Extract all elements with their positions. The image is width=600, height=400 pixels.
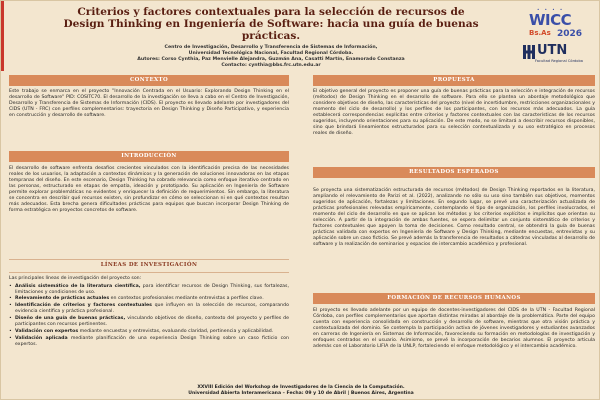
list-item — [9, 296, 289, 302]
section-heading-lineas: LÍNEAS DE INVESTIGACIÓN — [100, 262, 198, 268]
list-item-text: en contextos profesionales mediante entrevistas a perfiles clave. — [109, 296, 264, 302]
list-item-bold: Relevamiento de prácticas actuales — [15, 296, 110, 302]
list-item-bold: Validación con expertos — [15, 328, 79, 334]
introduccion-text: El desarrollo de software enfrenta desafíos crecientes vinculados con la identificación precisa de las necesidades reales de los usuarios, la adaptación a contextos dinámicos y la generación de soluciones innovadoras en las etapas tempranas del diseño. En este escenario, Design Thinking ha cobrado relevancia como enfoque iterativo centrado en las personas, estructurado en etapas de empatía, ideación y prototipado. Su aplicación en Ingeniería de Software permite explorar problemáticas no evidentes y enriquecer la definición de requerimientos. Sin embargo, la literatura se concentra en describir qué recursos existen, sin profundizar en cómo se seleccionan ni en qué contextos resultan más adecuados. Esta brecha genera dificultades prácticas para equipos que buscan incorporar Design Thinking de forma estratégica en proyectos concretos de software. — [9, 166, 289, 214]
list-item-bold: Análisis sistemático de la literatura científica, — [15, 283, 141, 289]
divider — [9, 272, 289, 273]
footer-line-event: XXVIII Edición del Workshop de Investigadores de la Ciencia de la Computación. — [197, 385, 405, 390]
list-item-bold: Identificación de criterios y factores contextuales — [15, 303, 152, 309]
list-item — [9, 284, 289, 296]
contexto-text: Este trabajo se enmarca en el proyecto "Innovación Centrada en el Usuario: Explorando Design Thinking en el desarrollo de Software" PID: COSITC70. El desarrollo de la investigación se lleva a cabo en el Centro de Investigación, Desarrollo y Transferencia de Sistemas de Información (CIDS). El proyecto es llevado adelante por investigadores del CIDS (UTN - FRC) con perfiles complementarios: trayectoria en Design Thinking y Diseño Participativo, y experiencia en construcción y desarrollo de software. — [9, 89, 289, 119]
list-item-text: mediante encuestas y entrevistas, evaluando claridad, pertinencia y aplicabilidad. — [78, 328, 274, 334]
footer-line-venue: Universidad Abierta Interamericana – Fecha: 09 y 10 de Abril | Buenos Aires, Argentina — [188, 390, 414, 396]
lineas-list — [9, 284, 289, 348]
wicc-logo — [521, 7, 593, 41]
list-item — [9, 303, 289, 315]
list-item — [9, 329, 289, 335]
list-item-text: mediante planificación de una experiencia Design Thinking sobre un caso ficticio con expertos. — [15, 335, 289, 347]
list-item-text: que influyen en la selección de recursos, comparando evidencia científica y práctica profesional. — [15, 303, 289, 315]
utn-mark-icon — [523, 45, 535, 59]
list-item-bold: Diseño de una guía de buenas prácticas, — [15, 315, 126, 321]
list-item — [9, 316, 289, 328]
list-item-text: para identificar recursos de Design Thinking, sus fortalezas, limitaciones y condiciones de uso. — [15, 283, 289, 295]
affiliation-line: Universidad Tecnológica Nacional, Facultad Regional Córdoba. — [188, 50, 354, 56]
section-heading-formacion: FORMACIÓN DE RECURSOS HUMANOS — [313, 293, 595, 304]
wicc-logo-place: Bs.As — [529, 29, 551, 37]
affiliation-line: Centro de Investigación, Desarrollo y Transferencia de Sistemas de Información, — [164, 45, 378, 50]
list-item — [9, 336, 289, 348]
lineas-block — [9, 276, 289, 348]
utn-logo-sub: Facultad Regional Córdoba — [535, 59, 583, 63]
contact-line: Contacto: cynthia@bbs.frc.utn.edu.ar — [221, 62, 321, 68]
section-heading-resultados: RESULTADOS ESPERADOS — [313, 167, 595, 178]
formacion-text: El proyecto es llevado adelante por un equipo de docentes-investigadores del CIDS de la UTN - Facultad Regional Córdoba, con perfiles complementarios que aportan distintas miradas al abordaje de la problemática. Parte del equipo cuenta con experiencia consolidada en construcción y desarrollo de software, mientras que otra visión práctica y contextualizada del dominio. Se contempla la participación activa de jóvenes investigadores y estudiantes avanzados en carreras de Ingeniería en Sistemas de Información, favoreciendo su formación en metodologías de investigación y enfoques centrados en el usuario. Asimismo, se prevé la incorporación de becarios alumnos. El proyecto articula además con el Laboratorio LIFIA de la UNLP, fortaleciendo el enfoque metodológico y el intercambio académico. — [313, 308, 595, 350]
wicc-logo-year: 2026 — [557, 29, 583, 39]
authors-line: Autores: Corso Cynthia, Paz Menvielle Alejandra, Guzmán Ana, Casatti Martín, Enamorado Constanza — [137, 56, 405, 62]
corner-accent — [1, 1, 4, 71]
wicc-dots: • • • • — [537, 7, 565, 12]
utn-logo — [521, 43, 593, 67]
list-item-text: vinculando objetivos de diseño, contexto del proyecto y perfiles de participantes con recursos pertinentes. — [15, 315, 289, 327]
utn-logo-name: UTN — [537, 43, 568, 58]
wicc-logo-name: WICC — [529, 11, 572, 29]
affiliation-block — [61, 45, 481, 69]
poster-title: Criterios y factores contextuales para la selección de recursos de Design Thinking en Ingeniería de Software: hacia una guía de buenas prácticas. — [63, 6, 479, 42]
propuesta-text: El objetivo general del proyecto es proponer una guía de buenas prácticas para la selección e integración de recursos (métodos) de Design Thinking en el desarrollo de software. Para ello se plantea un abordaje metodológico que considere objetivos de diseño, las características del proyecto (nivel de incertidumbre, restricciones organizacionales y momento del ciclo de desarrollo) y los perfiles de los participantes, con los recursos más adecuados. La guía establecerá correspondencias explícitas entre criterios y factores contextuales con las características de los recursos sugeridos, incluyendo orientaciones para su aplicación. De este modo, no se limitará a describir recursos disponibles, sino que brindará lineamientos estructurados para su selección contextualizada y su uso estratégico en procesos reales de diseño. — [313, 89, 595, 137]
footer — [61, 385, 541, 396]
resultados-text: Se proyecta una sistematización estructurada de recursos (métodos) de Design Thinking reportados en la literatura, ampliando el relevamiento de Parizi et al. (2022), analizando no sólo su uso sino también sus objetivos, momentos sugeridos de aplicación, fortalezas y limitaciones. En segundo lugar, se prevé una caracterización actualizada de prácticas profesionales relevadas empíricamente, contemplando el tipo de organización, los perfiles involucrados, el momento del ciclo de desarrollo en que se aplican los métodos y los criterios explícitos e implícitos que orientan su selección. A partir de la integración de ambas fuentes, se espera delimitar un conjunto sistemático de criterios y factores contextuales que apoyen la toma de decisiones. Como resultado central, se obtendrá la guía de buenas prácticas validada con expertos en Ingeniería de Software y Design Thinking, mediante encuestas, entrevistas y su aplicación sobre un caso ficticio. Se prevé además la transferencia de resultados a cátedras vinculadas al desarrollo de software y la realización de seminarios y espacios de intercambio académico y profesional. — [313, 188, 595, 248]
section-heading-propuesta: PROPUESTA — [313, 75, 595, 86]
section-heading-introduccion: INTRODUCCIÓN — [9, 151, 289, 162]
lineas-intro: Las principales líneas de investigación del proyecto son: — [9, 276, 142, 281]
list-item-bold: Validación aplicada — [15, 335, 68, 341]
section-heading-contexto: CONTEXTO — [9, 75, 289, 86]
